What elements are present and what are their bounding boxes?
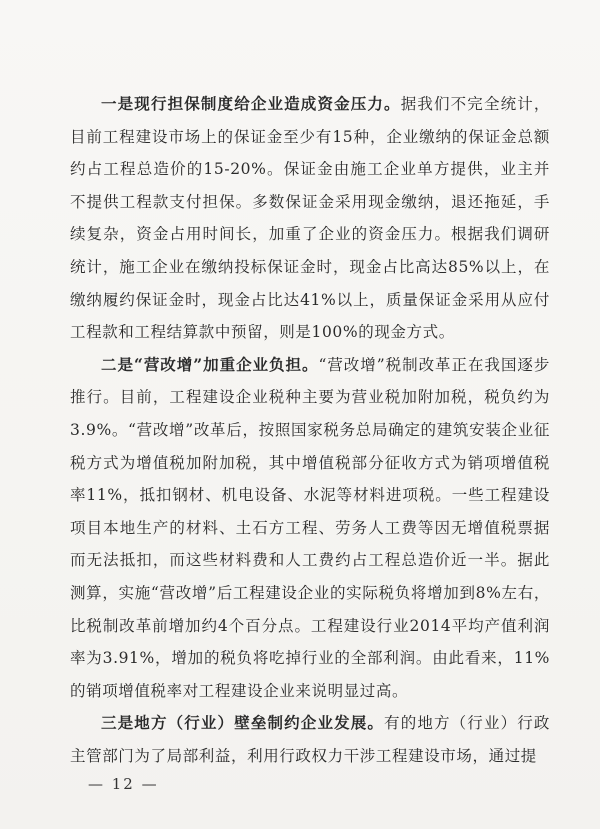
- paragraph-3-body: 有的地方（行业）行政主管部门为了局部利益，利用行政权力干涉工程建设市场，通过提: [70, 714, 550, 765]
- paragraph-1-lead: 一是现行担保制度给企业造成资金压力。: [101, 94, 401, 113]
- body-text: [70, 88, 550, 772]
- paragraph-2-lead: 二是“营改增”加重企业负担。: [101, 354, 319, 374]
- paragraph-2-body: “营改增”税制改革正在我国逐步推行。目前，工程建设企业税种主要为营业税加附加税，税负约为3.9%。“营改增”改革后，按照国家税务总局确定的建筑安装企业征税方式为增值税加附加税，其中增值税部分征收方式为销项增值税率11%，抵扣钢材、机电设备、水泥等材料进项税。一些工程建设项目本地生产的材料、土石方工程、劳务人工费等因无增值税票据而无法抵扣，而这些材料费和人工费约占工程总造价近一半。据此测算，实施“营改增”后工程建设企业的实际税负将增加到8%左右，比税制改革前增加约4个百分点。工程建设行业2014平均产值利润率为3.91%，增加的税负将吃掉行业的全部利润。由此看来，11%的销项增值税率对工程建设企业来说明显过高。: [70, 355, 550, 700]
- paragraph-3: [70, 707, 550, 772]
- paragraph-3-lead: 三是地方（行业）壁垒制约企业发展。: [101, 713, 385, 733]
- paragraph-1: [70, 88, 550, 349]
- paragraph-1-body: 据我们不完全统计，目前工程建设市场上的保证金至少有15种，企业缴纳的保证金总额约占工程总造价的15-20%。保证金由施工企业单方提供，业主并不提供工程款支付担保。多数保证金采用现金缴纳，退还拖延，手续复杂，资金占用时间长，加重了企业的资金压力。根据我们调研统计，施工企业在缴纳投标保证金时，现金占比高达85%以上，在缴纳履约保证金时，现金占比达41%以上，质量保证金采用从应付工程款和工程结算款中预留，则是100%的现金方式。: [70, 95, 550, 342]
- page-number: — 12 —: [88, 775, 159, 793]
- paragraph-2: [70, 349, 550, 708]
